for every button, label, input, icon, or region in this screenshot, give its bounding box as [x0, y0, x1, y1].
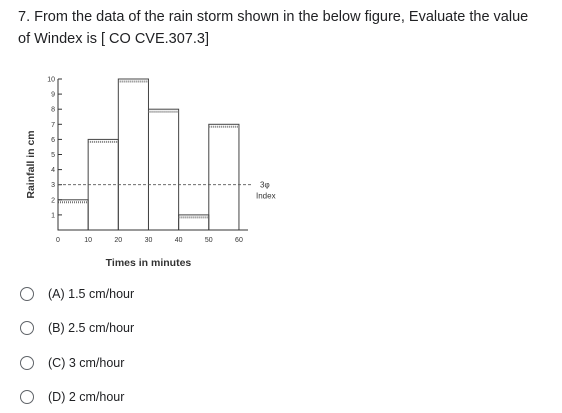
y-tick-label: 5 — [51, 152, 55, 159]
radio-button-icon[interactable] — [20, 356, 34, 370]
y-tick-label: 10 — [47, 76, 55, 84]
option-a[interactable] — [20, 283, 240, 305]
option-label: (D) 2 cm/hour — [48, 390, 125, 404]
y-tick-label: 7 — [51, 121, 55, 129]
option-b[interactable] — [20, 317, 240, 339]
radio-button-icon[interactable] — [20, 390, 34, 404]
y-tick-label: 3 — [51, 182, 55, 190]
bar-5 — [209, 124, 239, 230]
option-d[interactable] — [20, 386, 240, 408]
y-tick-label: 9 — [51, 91, 55, 99]
x-tick-label: 40 — [174, 237, 183, 244]
bar-3 — [148, 109, 178, 230]
option-label: (A) 1.5 cm/hour — [48, 287, 135, 301]
y-tick-label: 2 — [51, 197, 55, 205]
hyetograph-chart — [22, 70, 292, 270]
question-line-1: 7. From the data of the rain storm shown in the below figure, Evaluate the value — [18, 9, 529, 25]
x-tick-label: 60 — [235, 237, 243, 244]
option-label: (C) 3 cm/hour — [48, 356, 125, 370]
bar-2 — [118, 79, 148, 230]
x-tick-label: 30 — [144, 237, 153, 244]
x-tick-label: 0 — [56, 237, 60, 244]
phi-index-label: 3φ — [260, 180, 270, 190]
y-tick-label: 1 — [51, 212, 55, 220]
question-line-2: of Windex is [ CO CVE.307.3] — [18, 31, 209, 47]
y-tick-label: 8 — [51, 106, 55, 114]
rainfall-hyetograph-figure — [22, 70, 292, 270]
y-tick-label: 6 — [51, 136, 55, 144]
radio-button-icon[interactable] — [20, 287, 34, 301]
bar-4 — [179, 215, 209, 230]
option-c[interactable] — [20, 352, 240, 374]
x-tick-label: 20 — [114, 237, 123, 244]
option-label: (B) 2.5 cm/hour — [48, 321, 135, 335]
x-axis-label: Times in minutes — [105, 257, 192, 269]
y-tick-label: 4 — [51, 167, 55, 175]
radio-button-icon[interactable] — [20, 321, 34, 335]
x-tick-label: 10 — [84, 237, 93, 244]
y-axis-label: Rainfall in cm — [25, 130, 37, 199]
index-label: Index — [256, 191, 276, 201]
bar-0 — [58, 200, 88, 230]
question-text — [18, 6, 548, 50]
x-tick-label: 50 — [204, 237, 213, 244]
